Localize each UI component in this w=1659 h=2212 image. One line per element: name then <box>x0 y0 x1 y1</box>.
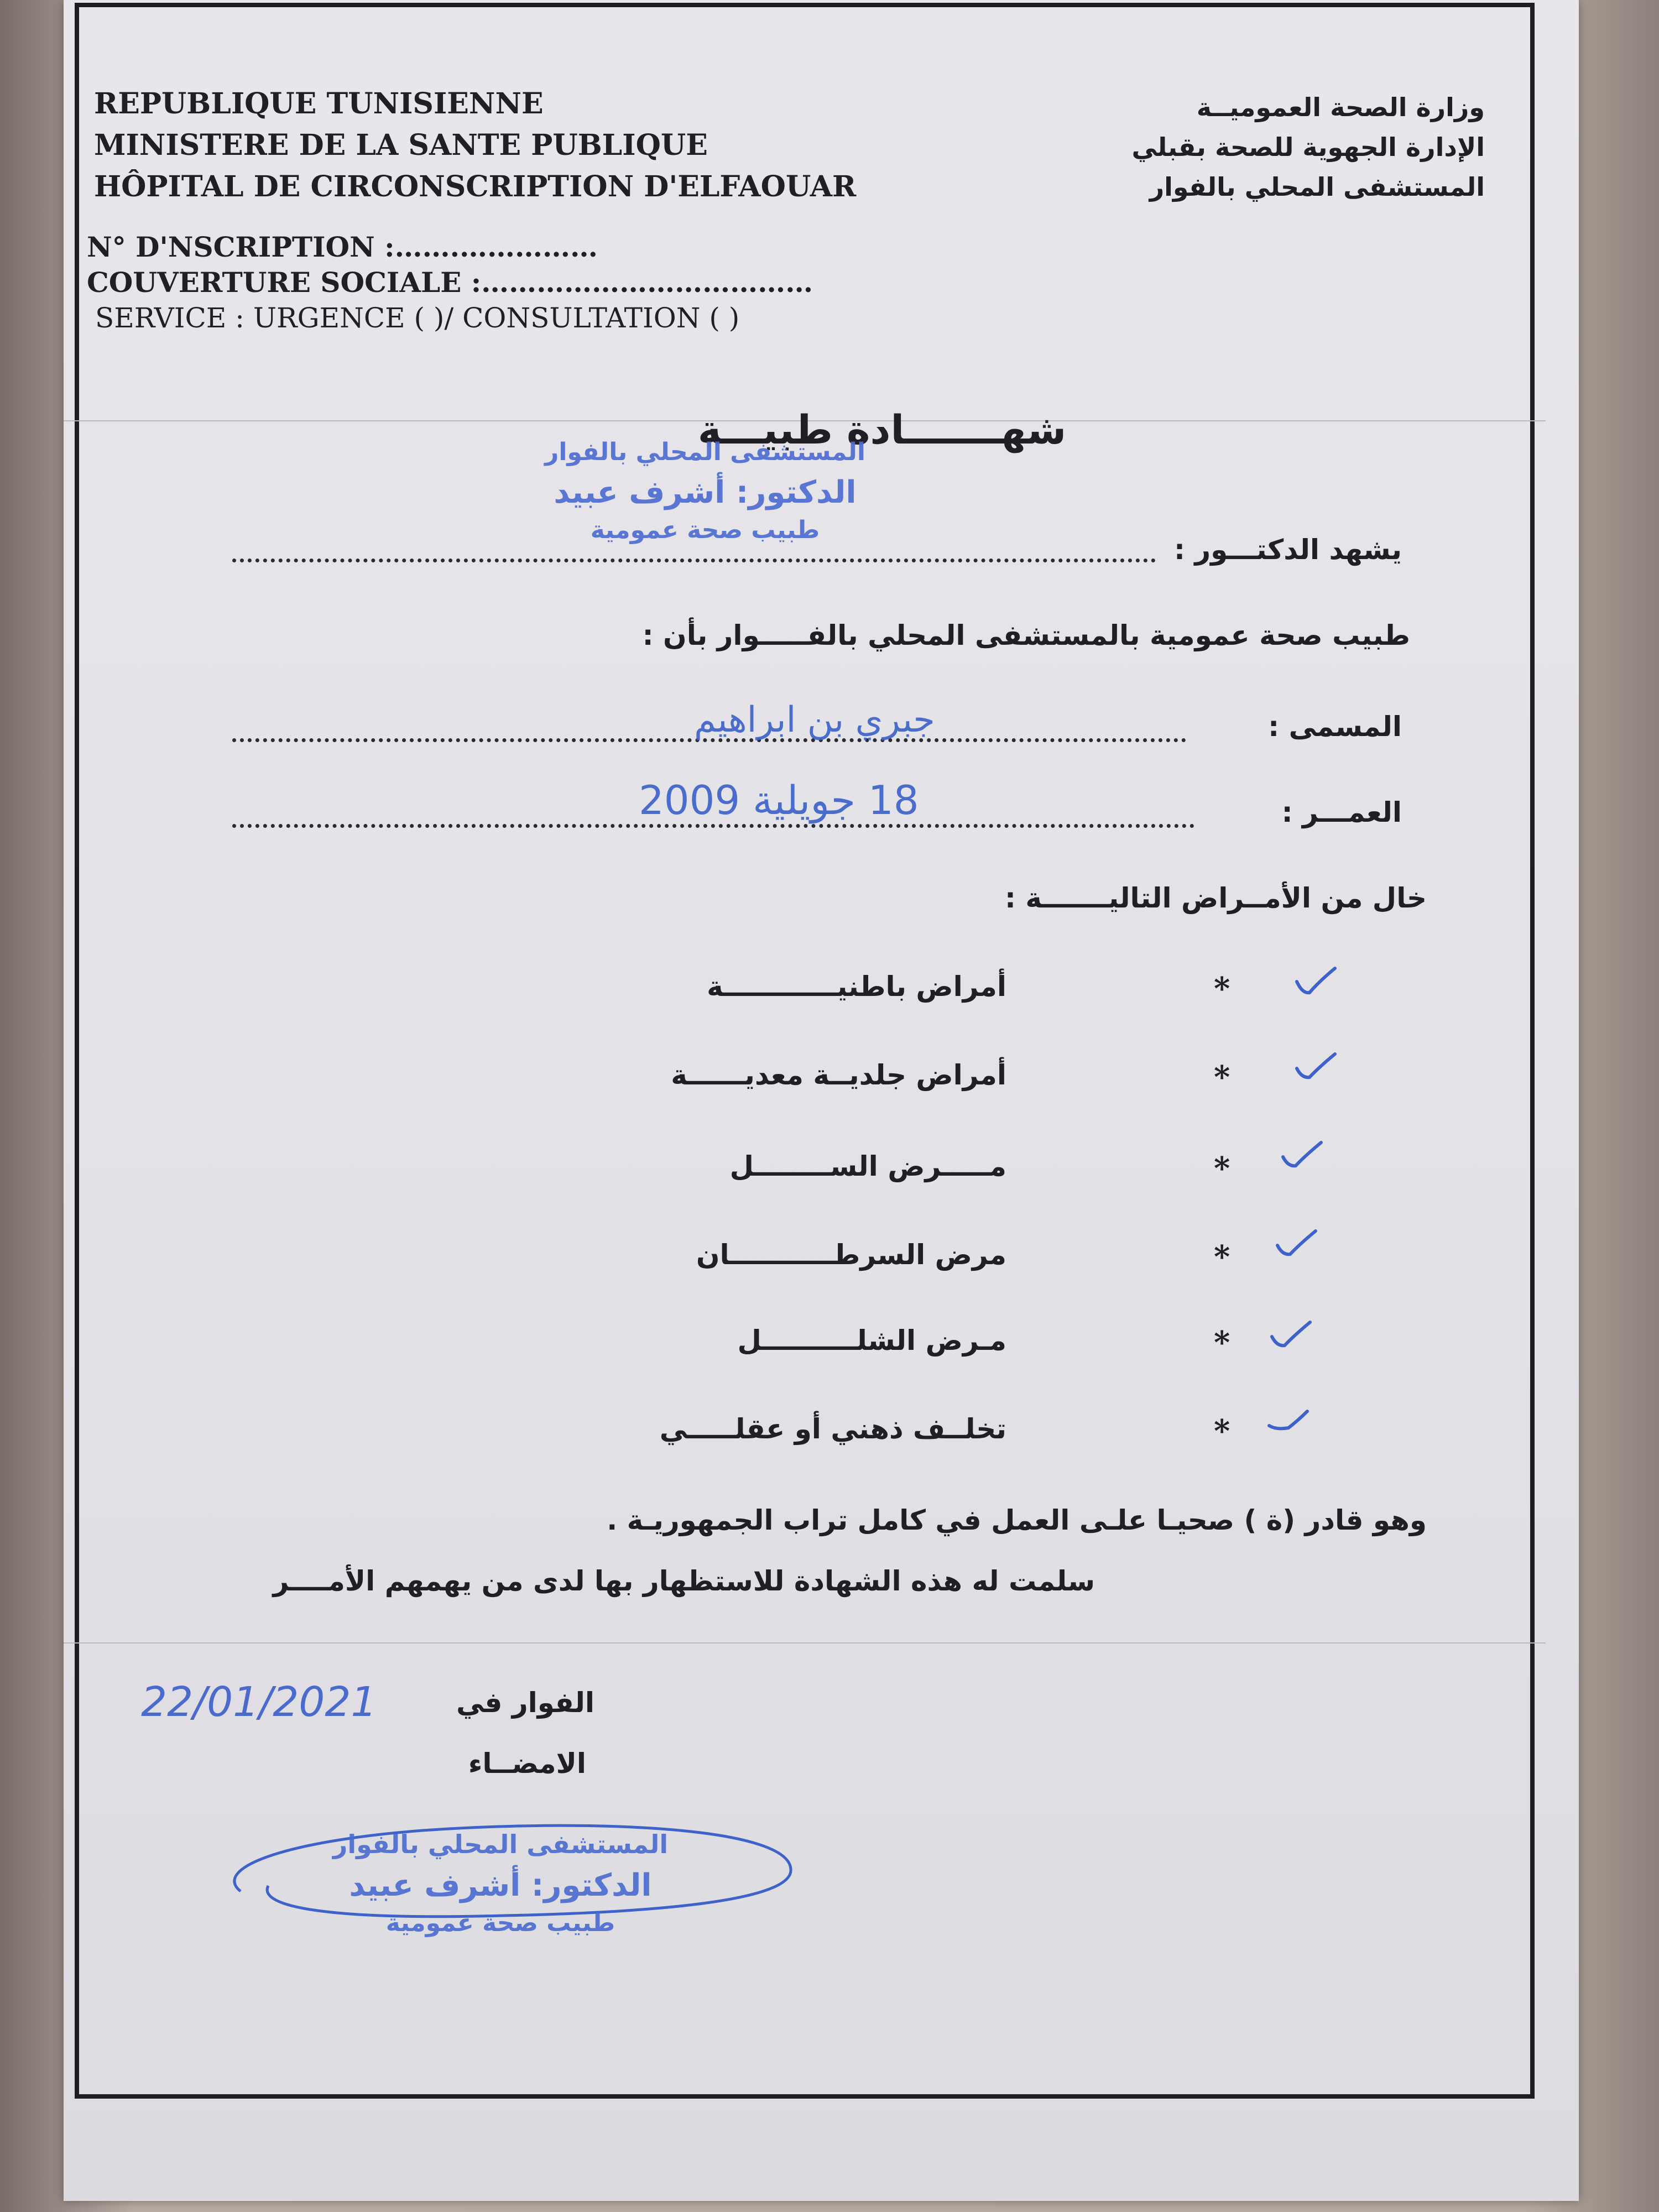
age-dotted-line <box>232 824 1194 828</box>
place-label: الفوار في <box>456 1687 594 1719</box>
age-label: العمـــر : <box>1281 796 1402 828</box>
stamp-top-hospital: المستشفى المحلي بالفوار <box>545 438 865 466</box>
stamp-bottom-role: طبيب صحة عمومية <box>385 1909 615 1937</box>
doctor-role-line: طبيب صحة عمومية بالمستشفى المحلي بالفـــــوار بأن : <box>642 619 1410 651</box>
checkmark-icon <box>1266 1405 1311 1438</box>
service-field: SERVICE : URGENCE ( )/ CONSULTATION ( ) <box>95 302 740 334</box>
stamp-bottom-hospital: المستشفى المحلي بالفوار <box>332 1829 669 1859</box>
date-value: 22/01/2021 <box>141 1678 377 1726</box>
disease-label: مـرض الشلــــــــــل <box>737 1324 1006 1357</box>
bullet-star-icon: * <box>1214 1239 1230 1275</box>
disease-label: أمراض جلديــة معديــــــة <box>671 1059 1006 1091</box>
delivery-statement: سلمت له هذه الشهادة للاستظهار بها لدى من يهمهم الأمــــر <box>273 1565 1095 1597</box>
doctor-label: يشهد الدكتـــور : <box>1173 534 1402 566</box>
stamp-top-doctor: الدكتور: أشرف عبيد <box>554 474 857 510</box>
checkmark-icon <box>1294 1051 1338 1084</box>
inscription-field: N° D'NSCRIPTION :…….…………… <box>87 231 598 263</box>
bullet-star-icon: * <box>1214 1150 1230 1187</box>
header-ar-ministry: وزارة الصحة العموميــة <box>1196 92 1485 122</box>
bullet-star-icon: * <box>1214 1324 1230 1361</box>
checkmark-icon <box>1294 965 1338 998</box>
checkmark-icon <box>1275 1228 1319 1261</box>
stamp-bottom-doctor: الدكتور: أشرف عبيد <box>349 1867 652 1903</box>
disease-label: تخلــف ذهني أو عقلـــــي <box>659 1413 1006 1445</box>
signature-label: الامضــاء <box>468 1747 586 1780</box>
disease-label: أمراض باطنيــــــــــــة <box>707 971 1006 1003</box>
header-ar-regional: الإدارة الجهوية للصحة بقبلي <box>1131 132 1485 162</box>
header-ar-hospital: المستشفى المحلي بالفوار <box>1149 172 1485 202</box>
free-from-label: خال من الأمــراض التاليـــــــة : <box>1004 882 1427 914</box>
header-french <box>94 83 856 207</box>
disease-label: مـــــرض الســــــــل <box>729 1150 1006 1182</box>
bullet-star-icon: * <box>1214 1413 1230 1449</box>
stamp-top-role: طبيب صحة عمومية <box>590 516 820 544</box>
admin-fields <box>87 229 813 336</box>
bullet-star-icon: * <box>1214 971 1230 1007</box>
header-fr-republic: REPUBLIQUE TUNISIENNE <box>94 87 544 121</box>
header-fr-hospital: HÔPITAL DE CIRCONSCRIPTION D'ELFAOUAR <box>94 170 857 204</box>
checkmark-icon <box>1269 1319 1313 1352</box>
header-fr-ministry: MINISTERE DE LA SANTE PUBLIQUE <box>94 128 708 162</box>
header-arabic <box>1131 87 1485 207</box>
checkmark-icon <box>1280 1139 1324 1172</box>
certificate-title: شهـــــــادة طبيـــة <box>697 406 1067 453</box>
fitness-statement: وهو قادر (ة ) صحيـا علـى العمل في كامل تراب الجمهوريـة . <box>607 1504 1427 1536</box>
doctor-stamp-top <box>484 434 926 546</box>
disease-label: مرض السرطـــــــــــان <box>696 1239 1006 1271</box>
doctor-stamp-bottom <box>279 1825 722 1939</box>
certificate-page <box>64 0 1579 2201</box>
age-value: 18 جويلية 2009 <box>639 777 919 823</box>
bullet-star-icon: * <box>1214 1059 1230 1095</box>
name-value: جبري بن ابراهيم <box>694 700 935 740</box>
divider <box>64 1642 1546 1644</box>
doctor-dotted-line <box>232 559 1156 562</box>
name-label: المسمى : <box>1268 711 1402 743</box>
social-coverage-field: COUVERTURE SOCIALE :……………………………… <box>87 266 813 299</box>
